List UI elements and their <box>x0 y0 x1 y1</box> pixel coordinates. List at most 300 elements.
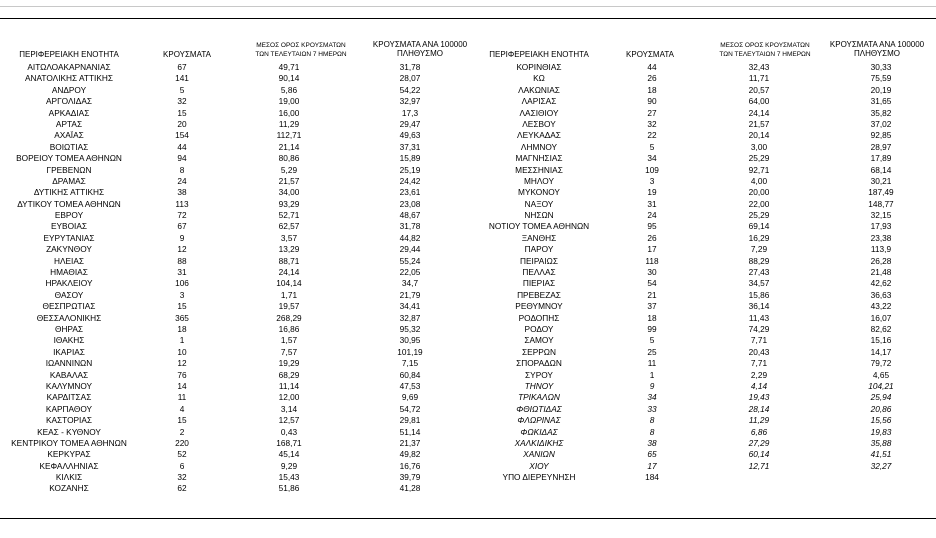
table-row <box>0 472 468 483</box>
region-cell: ΕΥΡΥΤΑΝΙΑΣ <box>43 232 95 243</box>
avg-cell: 168,71 <box>276 437 302 448</box>
cases-cell: 30 <box>647 267 657 278</box>
region-cell: ΛΑΣΙΘΙΟΥ <box>519 107 559 118</box>
cases-cell: 141 <box>175 73 189 84</box>
cases-cell: 8 <box>649 426 655 437</box>
per100k-cell: 32,97 <box>399 96 421 107</box>
region-cell: ΜΕΣΣΗΝΙΑΣ <box>515 164 563 175</box>
cases-cell: 26 <box>647 73 657 84</box>
per100k-cell: 49,63 <box>399 130 421 141</box>
region-cell: ΘΗΡΑΣ <box>54 323 84 334</box>
region-cell: ΜΗΛΟΥ <box>524 175 554 186</box>
avg-cell: 16,86 <box>278 323 300 334</box>
table-row <box>0 256 468 267</box>
cases-cell: 54 <box>647 278 657 289</box>
cases-cell: 65 <box>647 449 657 460</box>
per100k-cell: 15,16 <box>870 335 892 346</box>
per100k-cell: 30,21 <box>870 175 892 186</box>
table-row <box>0 142 468 153</box>
table-row <box>0 244 468 255</box>
cases-cell: 18 <box>177 323 187 334</box>
per100k-cell: 43,22 <box>870 301 892 312</box>
cases-cell: 5 <box>179 84 185 95</box>
per100k-cell: 23,61 <box>399 187 421 198</box>
cases-cell: 14 <box>177 380 187 391</box>
region-cell: ΡΟΔΟΥ <box>524 323 554 334</box>
region-cell: ΔΥΤΙΚΗΣ ΑΤΤΙΚΗΣ <box>33 187 105 198</box>
table-row <box>470 256 936 267</box>
avg-cell: 80,86 <box>278 153 300 164</box>
avg-cell: 60,14 <box>748 449 770 460</box>
table-row <box>0 427 468 438</box>
region-cell: ΜΥΚΟΝΟΥ <box>518 187 560 198</box>
cases-cell: 72 <box>177 210 187 221</box>
table-row <box>470 187 936 198</box>
region-cell: ΕΥΒΟΙΑΣ <box>50 221 88 232</box>
table-row <box>0 370 468 381</box>
avg-cell: 104,14 <box>276 278 302 289</box>
per100k-cell: 9,69 <box>401 392 419 403</box>
avg-cell: 62,57 <box>278 221 300 232</box>
region-cell: ΣΑΜΟΥ <box>524 335 554 346</box>
per100k-cell: 15,89 <box>399 153 421 164</box>
region-cell: ΠΕΛΛΑΣ <box>522 267 556 278</box>
region-cell: ΕΒΡΟΥ <box>54 210 84 221</box>
per100k-cell: 21,37 <box>399 437 421 448</box>
avg-cell: 20,00 <box>748 187 770 198</box>
cases-cell: 3 <box>179 289 185 300</box>
cases-cell: 44 <box>647 62 657 72</box>
per100k-cell: 31,78 <box>399 62 421 72</box>
region-cell: ΚΕΝΤΡΙΚΟΥ ΤΟΜΕΑ ΑΘΗΝΩΝ <box>11 437 127 448</box>
avg-cell: 1,57 <box>280 335 298 346</box>
table-row <box>0 210 468 221</box>
region-cell: ΑΧΑΪΑΣ <box>54 130 84 141</box>
region-cell: ΑΙΤΩΛΟΑΚΑΡΝΑΝΙΑΣ <box>27 62 111 72</box>
avg-cell: 0,43 <box>280 426 298 437</box>
avg-cell: 11,29 <box>278 118 300 129</box>
region-cell: ΑΡΓΟΛΙΔΑΣ <box>46 96 92 107</box>
table-row <box>0 108 468 119</box>
region-cell: ΣΕΡΡΩΝ <box>522 346 556 357</box>
region-cell: ΠΙΕΡΙΑΣ <box>522 278 556 289</box>
per100k-cell: 54,22 <box>399 84 421 95</box>
cases-cell: 17 <box>647 244 657 255</box>
region-cell: ΛΕΣΒΟΥ <box>522 118 556 129</box>
avg-cell: 1,71 <box>280 289 298 300</box>
table-row <box>470 233 936 244</box>
cases-cell: 12 <box>177 358 187 369</box>
cases-cell: 18 <box>647 312 657 323</box>
table-row <box>0 313 468 324</box>
region-cell: ΗΛΕΙΑΣ <box>53 255 85 266</box>
table-row <box>0 199 468 210</box>
table-row <box>470 392 936 403</box>
region-cell: ΚΕΡΚΥΡΑΣ <box>47 449 91 460</box>
cases-cell: 19 <box>647 187 657 198</box>
per100k-cell: 20,19 <box>870 84 892 95</box>
region-cell: ΛΑΡΙΣΑΣ <box>521 96 557 107</box>
region-cell: ΚΟΖΑΝΗΣ <box>49 483 89 494</box>
region-cell: ΘΕΣΣΑΛΟΝΙΚΗΣ <box>36 312 102 323</box>
avg-cell: 52,71 <box>278 210 300 221</box>
table-row <box>470 472 936 483</box>
per100k-cell: 82,62 <box>870 323 892 334</box>
header-per100k-left: ΚΡΟΥΣΜΑΤΑ ΑΝΑ 100000 ΠΛΗΘΥΣΜΟ <box>372 40 468 58</box>
header-cases-left: ΚΡΟΥΣΜΑΤΑ <box>163 50 211 59</box>
per100k-cell: 25,19 <box>399 164 421 175</box>
per100k-cell: 104,21 <box>868 380 894 391</box>
table-row <box>0 404 468 415</box>
avg-cell: 13,29 <box>278 244 300 255</box>
cases-cell: 32 <box>177 96 187 107</box>
avg-cell: 2,29 <box>750 369 768 380</box>
avg-cell: 32,43 <box>748 62 770 72</box>
region-cell: ΔΡΑΜΑΣ <box>52 175 86 186</box>
table-row <box>470 176 936 187</box>
avg-cell: 3,57 <box>280 232 298 243</box>
table-row <box>470 267 936 278</box>
cases-cell: 220 <box>175 437 189 448</box>
region-cell: ΞΑΝΘΗΣ <box>521 232 557 243</box>
region-cell: ΣΥΡΟΥ <box>525 369 553 380</box>
per100k-cell: 49,82 <box>399 449 421 460</box>
per100k-cell: 32,87 <box>399 312 421 323</box>
cases-cell: 1 <box>649 369 655 380</box>
avg-cell: 25,29 <box>748 210 770 221</box>
region-cell: ΙΩΑΝΝΙΝΩΝ <box>45 358 93 369</box>
region-cell: ΧΑΝΙΩΝ <box>523 449 555 460</box>
avg-cell: 7,71 <box>750 335 768 346</box>
region-cell: ΦΩΚΙΔΑΣ <box>520 426 558 437</box>
cases-cell: 9 <box>179 232 185 243</box>
region-cell: ΚΕΦΑΛΛΗΝΙΑΣ <box>39 460 99 471</box>
per100k-cell: 28,97 <box>870 141 892 152</box>
avg-cell: 11,71 <box>748 73 770 84</box>
avg-cell: 6,86 <box>750 426 768 437</box>
region-cell: ΑΡΤΑΣ <box>55 118 83 129</box>
cases-cell: 109 <box>645 164 659 175</box>
avg-cell: 88,71 <box>278 255 300 266</box>
region-cell: ΑΡΚΑΔΙΑΣ <box>48 107 90 118</box>
per100k-cell: 42,62 <box>870 278 892 289</box>
header-avg-left: ΜΕΣΟΣ ΟΡΟΣ ΚΡΟΥΣΜΑΤΩΝ ΤΩΝ ΤΕΛΕΥΤΑΙΩΝ 7 ΗΜΕΡΩΝ <box>255 42 347 58</box>
per100k-cell: 19,83 <box>870 426 892 437</box>
cases-cell: 5 <box>649 141 655 152</box>
table-row <box>470 130 936 141</box>
cases-cell: 9 <box>649 380 655 391</box>
table-row <box>470 221 936 232</box>
cases-cell: 24 <box>647 210 657 221</box>
region-cell: ΔΥΤΙΚΟΥ ΤΟΜΕΑ ΑΘΗΝΩΝ <box>17 198 121 209</box>
region-cell: ΠΕΙΡΑΙΩΣ <box>520 255 558 266</box>
per100k-cell: 54,72 <box>399 403 421 414</box>
avg-cell: 11,29 <box>748 415 770 426</box>
cases-cell: 365 <box>175 312 189 323</box>
cases-cell: 34 <box>647 392 657 403</box>
table-row <box>470 210 936 221</box>
table-row <box>470 449 936 460</box>
table-row <box>470 461 936 472</box>
avg-cell: 90,14 <box>278 73 300 84</box>
region-cell: ΛΑΚΩΝΙΑΣ <box>518 84 560 95</box>
per100k-cell: 24,42 <box>399 175 421 186</box>
table-row <box>470 85 936 96</box>
per100k-cell: 41,51 <box>870 449 892 460</box>
per100k-cell: 17,3 <box>401 107 419 118</box>
per100k-cell: 148,77 <box>868 198 894 209</box>
region-cell: ΘΑΣΟΥ <box>54 289 84 300</box>
avg-cell: 24,14 <box>748 107 770 118</box>
table-row <box>470 427 936 438</box>
cases-cell: 10 <box>177 346 187 357</box>
per100k-cell: 60,84 <box>399 369 421 380</box>
table-row <box>470 324 936 335</box>
table-row <box>0 461 468 472</box>
table-row <box>0 392 468 403</box>
per100k-cell: 101,19 <box>397 346 423 357</box>
top-divider <box>0 6 936 7</box>
per100k-cell: 30,33 <box>870 62 892 72</box>
table-row <box>0 153 468 164</box>
cases-cell: 90 <box>647 96 657 107</box>
table-row <box>0 290 468 301</box>
avg-cell: 12,00 <box>278 392 300 403</box>
avg-cell: 112,71 <box>276 130 302 141</box>
avg-cell: 27,29 <box>748 437 770 448</box>
avg-cell: 20,14 <box>748 130 770 141</box>
avg-cell: 51,86 <box>278 483 300 494</box>
region-cell: ΦΘΙΩΤΙΔΑΣ <box>516 403 562 414</box>
per100k-cell: 31,65 <box>870 96 892 107</box>
cases-cell: 11 <box>647 358 657 369</box>
avg-cell: 268,29 <box>276 312 302 323</box>
table-row <box>0 438 468 449</box>
avg-cell: 15,86 <box>748 289 770 300</box>
per100k-cell: 36,63 <box>870 289 892 300</box>
per100k-cell: 4,65 <box>872 369 890 380</box>
avg-cell: 22,00 <box>748 198 770 209</box>
table-row <box>0 278 468 289</box>
region-cell: ΡΟΔΟΠΗΣ <box>518 312 560 323</box>
region-cell: ΧΙΟΥ <box>529 460 549 471</box>
per100k-cell: 15,56 <box>870 415 892 426</box>
table-row <box>0 449 468 460</box>
cases-cell: 38 <box>647 437 657 448</box>
per100k-cell: 47,53 <box>399 380 421 391</box>
avg-cell: 11,14 <box>278 380 300 391</box>
per100k-cell: 95,32 <box>399 323 421 334</box>
cases-cell: 31 <box>647 198 657 209</box>
per100k-cell: 30,95 <box>399 335 421 346</box>
table-row <box>0 165 468 176</box>
header-region-left: ΠΕΡΙΦΕΡΕΙΑΚΗ ΕΝΟΤΗΤΑ <box>19 50 119 59</box>
cases-cell: 6 <box>179 460 185 471</box>
per100k-cell: 35,82 <box>870 107 892 118</box>
region-cell: ΛΗΜΝΟΥ <box>520 141 558 152</box>
table-row <box>470 199 936 210</box>
avg-cell: 5,86 <box>280 84 298 95</box>
cases-cell: 27 <box>647 107 657 118</box>
cases-cell: 113 <box>175 198 189 209</box>
cases-cell: 4 <box>179 403 185 414</box>
table-bottom-border <box>0 518 936 519</box>
header-per100k-right: ΚΡΟΥΣΜΑΤΑ ΑΝΑ 100000 ΠΛΗΘΥΣΜΟ <box>829 40 925 58</box>
table-row <box>470 244 936 255</box>
per100k-cell: 22,05 <box>399 267 421 278</box>
table-row <box>0 130 468 141</box>
table-row <box>470 370 936 381</box>
table-row <box>0 85 468 96</box>
region-cell: ΘΕΣΠΡΩΤΙΑΣ <box>42 301 96 312</box>
avg-cell: 34,00 <box>278 187 300 198</box>
cases-cell: 67 <box>177 221 187 232</box>
per100k-cell: 44,82 <box>399 232 421 243</box>
region-cell: ΒΟΙΩΤΙΑΣ <box>49 141 89 152</box>
table-row <box>470 108 936 119</box>
avg-cell: 7,29 <box>750 244 768 255</box>
avg-cell: 24,14 <box>278 267 300 278</box>
cases-cell: 31 <box>177 267 187 278</box>
avg-cell: 20,43 <box>748 346 770 357</box>
region-cell: ΠΑΡΟΥ <box>524 244 554 255</box>
cases-cell: 8 <box>649 415 655 426</box>
region-cell: ΣΠΟΡΑΔΩΝ <box>516 358 562 369</box>
avg-cell: 3,14 <box>280 403 298 414</box>
table-row <box>470 153 936 164</box>
region-cell: ΙΚΑΡΙΑΣ <box>53 346 85 357</box>
per100k-cell: 23,38 <box>870 232 892 243</box>
cases-cell: 67 <box>177 62 187 72</box>
region-cell: ΤΡΙΚΑΛΩΝ <box>518 392 560 403</box>
region-cell: ΚΑΣΤΟΡΙΑΣ <box>45 415 93 426</box>
avg-cell: 34,57 <box>748 278 770 289</box>
region-cell: ΑΝΑΤΟΛΙΚΗΣ ΑΤΤΙΚΗΣ <box>24 73 114 84</box>
avg-cell: 69,14 <box>748 221 770 232</box>
table-row <box>0 483 468 494</box>
table-row <box>0 347 468 358</box>
table-row <box>0 415 468 426</box>
region-cell: ΚΙΛΚΙΣ <box>55 472 83 483</box>
table-row <box>0 73 468 84</box>
per100k-cell: 79,72 <box>870 358 892 369</box>
header-avg-right: ΜΕΣΟΣ ΟΡΟΣ ΚΡΟΥΣΜΑΤΩΝ ΤΩΝ ΤΕΛΕΥΤΑΙΩΝ 7 ΗΜΕΡΩΝ <box>719 42 811 58</box>
avg-cell: 21,14 <box>278 141 300 152</box>
table-row <box>470 62 936 73</box>
per100k-cell: 29,44 <box>399 244 421 255</box>
table-row <box>0 221 468 232</box>
cases-cell: 22 <box>647 130 657 141</box>
table-row <box>470 278 936 289</box>
per100k-cell: 31,78 <box>399 221 421 232</box>
per100k-cell: 55,24 <box>399 255 421 266</box>
table-row <box>470 358 936 369</box>
avg-cell: 64,00 <box>748 96 770 107</box>
table-row <box>0 96 468 107</box>
per100k-cell: 41,28 <box>399 483 421 494</box>
per100k-cell: 68,14 <box>870 164 892 175</box>
per100k-cell <box>822 472 936 483</box>
region-cell: ΑΝΔΡΟΥ <box>51 84 87 95</box>
per100k-cell: 25,94 <box>870 392 892 403</box>
avg-cell: 49,71 <box>278 62 300 72</box>
cases-cell: 154 <box>175 130 189 141</box>
table-row <box>470 347 936 358</box>
cases-cell: 8 <box>179 164 185 175</box>
region-cell: ΒΟΡΕΙΟΥ ΤΟΜΕΑ ΑΘΗΝΩΝ <box>16 153 122 164</box>
cases-cell: 32 <box>647 118 657 129</box>
table-row <box>470 165 936 176</box>
region-cell: ΚΑΡΠΑΘΟΥ <box>45 403 93 414</box>
cases-cell: 99 <box>647 323 657 334</box>
table-row <box>470 404 936 415</box>
cases-cell: 5 <box>649 335 655 346</box>
cases-cell: 62 <box>177 483 187 494</box>
avg-cell: 25,29 <box>748 153 770 164</box>
cases-cell: 12 <box>177 244 187 255</box>
avg-cell: 93,29 <box>278 198 300 209</box>
cases-cell: 44 <box>177 141 187 152</box>
region-cell: ΧΑΛΚΙΔΙΚΗΣ <box>514 437 564 448</box>
header-cases-right: ΚΡΟΥΣΜΑΤΑ <box>626 50 674 59</box>
per100k-cell: 51,14 <box>399 426 421 437</box>
cases-cell: 32 <box>177 472 187 483</box>
region-cell: ΝΗΣΩΝ <box>524 210 554 221</box>
region-cell: ΗΡΑΚΛΕΙΟΥ <box>45 278 93 289</box>
table-row <box>0 62 468 73</box>
cases-cell: 118 <box>645 255 659 266</box>
avg-cell: 21,57 <box>278 175 300 186</box>
cases-cell: 21 <box>647 289 657 300</box>
region-cell: ΝΟΤΙΟΥ ΤΟΜΕΑ ΑΘΗΝΩΝ <box>488 221 590 232</box>
per100k-cell: 32,15 <box>870 210 892 221</box>
avg-cell: 12,57 <box>278 415 300 426</box>
per100k-cell: 17,89 <box>870 153 892 164</box>
per100k-cell: 7,15 <box>401 358 419 369</box>
avg-cell: 19,29 <box>278 358 300 369</box>
per100k-cell: 39,79 <box>399 472 421 483</box>
cases-cell: 38 <box>177 187 187 198</box>
cases-cell: 33 <box>647 403 657 414</box>
per100k-cell: 16,76 <box>399 460 421 471</box>
table-row <box>0 335 468 346</box>
region-cell: ΚΑΒΑΛΑΣ <box>49 369 89 380</box>
avg-cell: 21,57 <box>748 118 770 129</box>
header-top-border <box>0 18 936 19</box>
cases-cell: 11 <box>177 392 187 403</box>
cases-cell: 106 <box>175 278 189 289</box>
avg-cell: 4,14 <box>750 380 768 391</box>
table-row <box>470 438 936 449</box>
per100k-cell: 37,31 <box>399 141 421 152</box>
avg-cell: 27,43 <box>748 267 770 278</box>
cases-cell: 24 <box>177 175 187 186</box>
avg-cell: 7,71 <box>750 358 768 369</box>
cases-cell: 15 <box>177 415 187 426</box>
region-cell: ΠΡΕΒΕΖΑΣ <box>517 289 561 300</box>
region-cell: ΝΑΞΟΥ <box>524 198 554 209</box>
cases-cell: 3 <box>649 175 655 186</box>
region-cell: ΚΟΡΙΝΘΙΑΣ <box>516 62 562 72</box>
cases-cell: 37 <box>647 301 657 312</box>
cases-cell: 34 <box>647 153 657 164</box>
table-row <box>0 119 468 130</box>
cases-cell: 95 <box>647 221 657 232</box>
cases-cell: 2 <box>179 426 185 437</box>
table-row <box>0 358 468 369</box>
cases-cell: 18 <box>647 84 657 95</box>
avg-cell: 3,00 <box>750 141 768 152</box>
